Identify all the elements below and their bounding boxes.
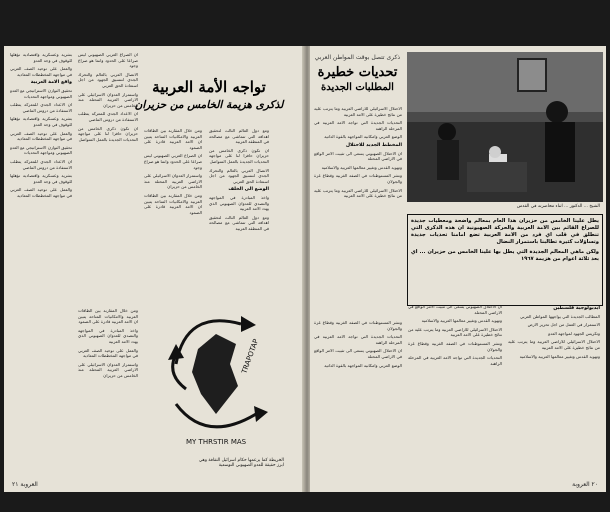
- left-headline-line1: تواجه الأمة العربية: [152, 78, 266, 96]
- left-footer: العروبة ٢١: [12, 481, 38, 488]
- left-subheading-right: الوضع الى الخلف: [228, 187, 269, 193]
- map-arrows-graphic: [146, 294, 286, 454]
- left-column-right: ومع دول العالم الثالث لتحقيق اهدافه التي تتماشى مع مصالحه في المنطقة العربية ان تكون ذكرى الخامس من حزيران حافزا لنا على مواجهة التحديات الجديدة بالعمل المتواصل الاتصال العربي بالعالم والتحرك الجدي لتنسيق الجهود من اجل استعادة الحق العربي الوضع الى الخلف واخذ المبادرة في المواجهة والتصدي للعدوان الصهيوني الذي يهدد الامة العربية ومع دول العالم الثالث لتحقيق اهدافه التي تتماشى مع مصالحه في المنطقة العربية: [209, 128, 269, 231]
- graphic-label-top: TRAPOTAP: [240, 338, 261, 375]
- left-subheading-left: واقع الامة العربية: [30, 80, 72, 86]
- meeting-photo: [407, 52, 603, 202]
- right-subheading-left: المخطط الجديد للاحتلال: [345, 142, 402, 148]
- left-column-middle: ومن خلال المقارنة بين الطاقات العربية والامكانيات المتاحة يتبين ان الامة العربية قادرة على الصمود ان الصراع العربي الصهيوني ليس صراعا على الحدود وانما هو صراع وجود واستمرار العدوان الاسرائيلي على الاراضي العربية المحتلة منذ الخامس من حزيران ومن خلال المقارنة بين الطاقات العربية والامكانيات المتاحة يتبين ان الامة العربية قادرة على الصمود: [144, 128, 202, 215]
- right-column-bottom-left: ونشر المستوطنات في الضفة الغربية وقطاع غزة والجولان التحديات الجديدة التي تواجه الامة العربية في المرحلة الراهنة ان الاحتلال الصهيوني يسعى الى تثبيت الامر الواقع في الاراضي المحتلة الوضع العربي وامكانية المواجهة بالقوة الذاتية: [314, 320, 402, 368]
- left-column-bottom-middle: ومن خلال المقارنة بين الطاقات العربية والامكانيات المتاحة يتبين ان الامة العربية قادرة على الصمود واخذ المبادرة في المواجهة والتصدي للعدوان الصهيوني الذي يهدد الامة العربية والعمل على توحيد الصف العربي في مواجهة المخططات المعادية واستمرار العدوان الاسرائيلي على الاراضي العربية المحتلة منذ الخامس من حزيران: [78, 308, 138, 378]
- photo-scene: [407, 52, 603, 202]
- right-column-bottom-middle: ان الاحتلال الصهيوني يسعى الى تثبيت الامر الواقع في الاراضي المحتلة وتهويد القدس وتغيير معالمها العربية والاسلامية الاحتلال الاسرائيلي للاراضي العربية وما يترتب عليه من نتائج خطيرة على الامة العربية ونشر المستوطنات في الضفة الغربية وقطاع غزة والجولان التحديات الجديدة التي تواجه الامة العربية في المرحلة الراهنة: [408, 304, 502, 366]
- arrowhead-top: [241, 316, 256, 332]
- left-column-second: ان الصراع العربي الصهيوني ليس صراعا على الحدود وانما هو صراع وجود الاتصال العربي بالعالم والتحرك الجدي لتنسيق الجهود من اجل استعادة الحق العربي واستمرار العدوان الاسرائيلي على الاراضي العربية المحتلة منذ الخامس من حزيران ان الاعداد الجدي للمعركة يتطلب الاستفادة من دروس الماضي ان تكون ذكرى الخامس من حزيران حافزا لنا على مواجهة التحديات الجديدة بالعمل المتواصل: [78, 52, 138, 142]
- left-headline: [134, 78, 284, 113]
- right-column-left-top: الاحتلال الاسرائيلي للاراضي العربية وما يترتب عليه من نتائج خطيرة على الامة العربية التحديات الجديدة التي تواجه الامة العربية في المرحلة الراهنة الوضع العربي وامكانية المواجهة بالقوة الذاتية المخطط الجديد للاحتلال ان الاحتلال الصهيوني يسعى الى تثبيت الامر الواقع في الاراضي المحتلة وتهويد القدس وتغيير معالمها العربية والاسلامية ونشر المستوطنات في الضفة الغربية وقطاع غزة والجولان الاحتلال الاسرائيلي للاراضي العربية وما يترتب عليه من نتائج خطيرة على الامة العربية: [314, 106, 402, 199]
- right-headline-line1: تحديات خطيرة: [317, 65, 398, 80]
- left-headline-line2: لذكرى هزيمة الخامس من حزيران: [134, 99, 284, 111]
- left-page: [4, 46, 304, 492]
- arrow-left: [173, 354, 186, 389]
- right-headline: [310, 64, 405, 95]
- right-tagline: ذكرى تتصل بوقت المواطن العربي: [314, 54, 400, 61]
- graphic-caption: الخريطة كما يزعمها حكام اسرائيل الثقافة وهي ابرز حقيقة للعدو الصهيوني التوسعية: [198, 458, 284, 468]
- map-silhouette: [192, 334, 238, 414]
- right-subheading-right: ايديولوجية فلسطين: [553, 306, 600, 311]
- graphic-label-bottom: MY THRSTIR MAS: [186, 438, 247, 446]
- intro-box: يطل علينا الخامس من حزيران هذا العام بمعالم واضحة ومعطيات جديدة للصراع القائم بين الامة العربية والحركة الصهيونية ان هذه الذكرى التي تنطلق في قلب اي فرد من الامة العربية تضع امامنا تحديات جديدة وتساؤلات كثيرة تطالبنا باستمرار النضال ولكن ماهي المعالم الجديدة التي يطل بها علينا الخامس من حزيران ... اي بعد ثلاثة اعوام من هزيمة ١٩٦٧: [407, 214, 603, 306]
- photo-caption: الشيخ ... الدكتور ... اثناء محاضرته في القدس: [516, 204, 600, 209]
- left-column-left: بشرية وعسكرية واقتصادية تؤهلها للوقوف في وجه العدو والعمل على توحيد الصف العربي في مواجهة المخططات المعادية واقع الامة العربية تحقيق التوازن الاستراتيجي مع العدو الصهيوني ومواجهة التحديات ان الاعداد الجدي للمعركة يتطلب الاستفادة من دروس الماضي بشرية وعسكرية واقتصادية تؤهلها للوقوف في وجه العدو والعمل على توحيد الصف العربي في مواجهة المخططات المعادية تحقيق التوازن الاستراتيجي مع العدو الصهيوني ومواجهة التحديات ان الاعداد الجدي للمعركة يتطلب الاستفادة من دروس الماضي بشرية وعسكرية واقتصادية تؤهلها للوقوف في وجه العدو والعمل على توحيد الصف العربي في مواجهة المخططات المعادية: [10, 52, 72, 198]
- right-headline-line2: المطلبات الجديدة: [321, 82, 394, 93]
- right-column-bottom-right: ايديولوجية فلسطين المطالب الجديدة التي يواجهها المواطن العربي الاستمرار في العمل من اجل تحرير الارض وتكريس الجهود لمواجهة العدو الاحتلال الاسرائيلي للاراضي العربية وما يترتب عليه من نتائج خطيرة على الامة العربية وتهويد القدس وتغيير معالمها العربية والاسلامية: [508, 306, 600, 359]
- arrowhead-bottom: [254, 406, 268, 422]
- right-footer: ٢٠ العروبة: [572, 481, 598, 488]
- right-page: [310, 46, 606, 492]
